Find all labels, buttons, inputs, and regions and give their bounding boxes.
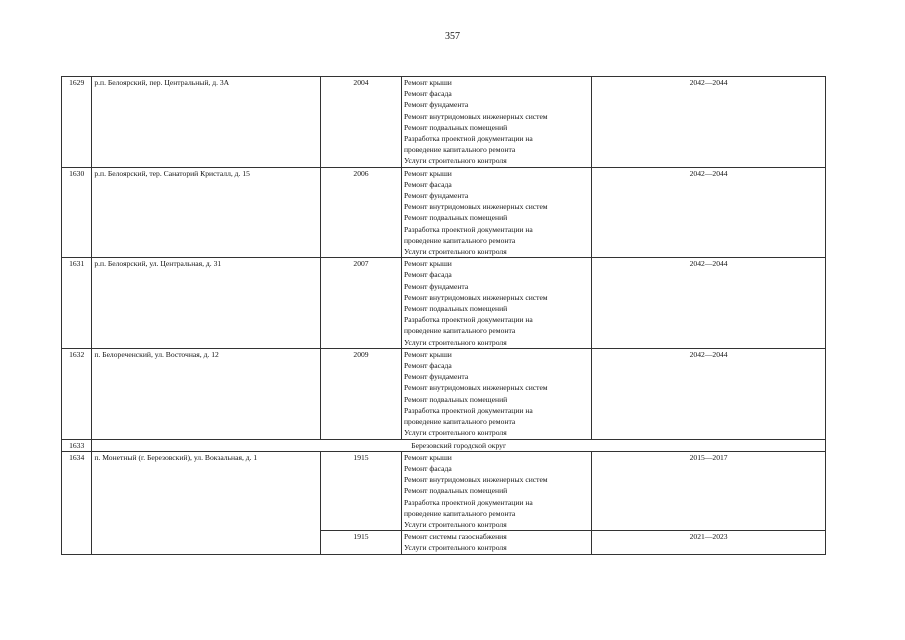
work-item: Услуги строительного контроля [403,519,507,529]
work-item: проведение капитального ремонта [403,508,516,518]
row-period: 2021—2023 [592,531,826,554]
work-item: Услуги строительного контроля [403,247,507,257]
table-row [62,77,826,168]
work-item: Ремонт фасада [403,361,452,371]
group-row [62,439,826,451]
work-item: Разработка проектной документации на [403,224,533,234]
work-item: проведение капитального ремонта [403,145,516,155]
row-year: 1915 [321,451,402,530]
work-item: Ремонт крыши [403,168,452,178]
work-item: Разработка проектной документации на [403,315,533,325]
row-period: 2042—2044 [592,348,826,439]
work-item: проведение капитального ремонта [403,326,516,336]
work-item: Ремонт подвальных помещений [403,486,508,496]
row-works [401,348,591,439]
row-period: 2042—2044 [592,77,826,168]
row-address: р.п. Белоярский, тер. Санаторий Кристалл, д. 15 [92,167,321,258]
work-item: Разработка проектной документации на [403,134,533,144]
work-item: Ремонт подвальных помещений [403,213,508,223]
table-row [62,258,826,349]
row-works [401,531,591,554]
work-item: Ремонт фасада [403,463,452,473]
work-item: проведение капитального ремонта [403,417,516,427]
row-number: 1631 [62,258,92,349]
work-item: Разработка проектной документации на [403,405,533,415]
row-year: 1915 [321,531,402,554]
work-item: Ремонт внутридомовых инженерных систем [403,292,548,302]
row-period: 2042—2044 [592,167,826,258]
work-item: Ремонт подвальных помещений [403,304,508,314]
work-item: проведение капитального ремонта [403,235,516,245]
work-item: Услуги строительного контроля [403,156,507,166]
work-item: Ремонт фасада [403,179,452,189]
row-year: 2007 [321,258,402,349]
work-item: Ремонт внутридомовых инженерных систем [403,202,548,212]
table-row [62,167,826,258]
row-period: 2042—2044 [592,258,826,349]
work-item: Ремонт системы газоснабжения [403,532,507,542]
work-item: Услуги строительного контроля [403,428,507,438]
row-number: 1630 [62,167,92,258]
row-works [401,167,591,258]
row-year: 2009 [321,348,402,439]
row-number: 1633 [62,439,92,451]
row-address: р.п. Белоярский, ул. Центральная, д. 31 [92,258,321,349]
work-item: Ремонт внутридомовых инженерных систем [403,383,548,393]
row-address: п. Монетный (г. Березовский), ул. Вокзальная, д. 1 [92,451,321,554]
table-row [62,348,826,439]
work-item: Ремонт фундамента [403,281,469,291]
municipality-heading: Березовский городской округ [92,439,826,451]
work-item: Ремонт фундамента [403,100,469,110]
work-item: Ремонт фасада [403,89,452,99]
work-item: Ремонт крыши [403,349,452,359]
work-item: Ремонт фундамента [403,372,469,382]
row-works [401,451,591,530]
work-item: Ремонт подвальных помещений [403,394,508,404]
row-number: 1634 [62,451,92,554]
row-number: 1632 [62,348,92,439]
work-item: Ремонт крыши [403,259,452,269]
work-item: Ремонт фундамента [403,191,469,201]
work-item: Разработка проектной документации на [403,497,533,507]
row-year: 2004 [321,77,402,168]
repair-schedule-table [61,76,826,555]
row-address: р.п. Белоярский, пер. Центральный, д. 3А [92,77,321,168]
work-item: Ремонт внутридомовых инженерных систем [403,475,548,485]
work-item: Ремонт внутридомовых инженерных систем [403,111,548,121]
work-item: Ремонт крыши [403,452,452,462]
row-period: 2015—2017 [592,451,826,530]
work-item: Ремонт крыши [403,78,452,87]
work-item: Услуги строительного контроля [403,543,507,553]
row-address: п. Белореченский, ул. Восточная, д. 12 [92,348,321,439]
row-works [401,77,591,168]
work-item: Услуги строительного контроля [403,337,507,347]
row-year: 2006 [321,167,402,258]
table-row [62,451,826,530]
page-number: 357 [445,31,460,42]
work-item: Ремонт подвальных помещений [403,122,508,132]
work-item: Ремонт фасада [403,270,452,280]
row-works [401,258,591,349]
row-number: 1629 [62,77,92,168]
